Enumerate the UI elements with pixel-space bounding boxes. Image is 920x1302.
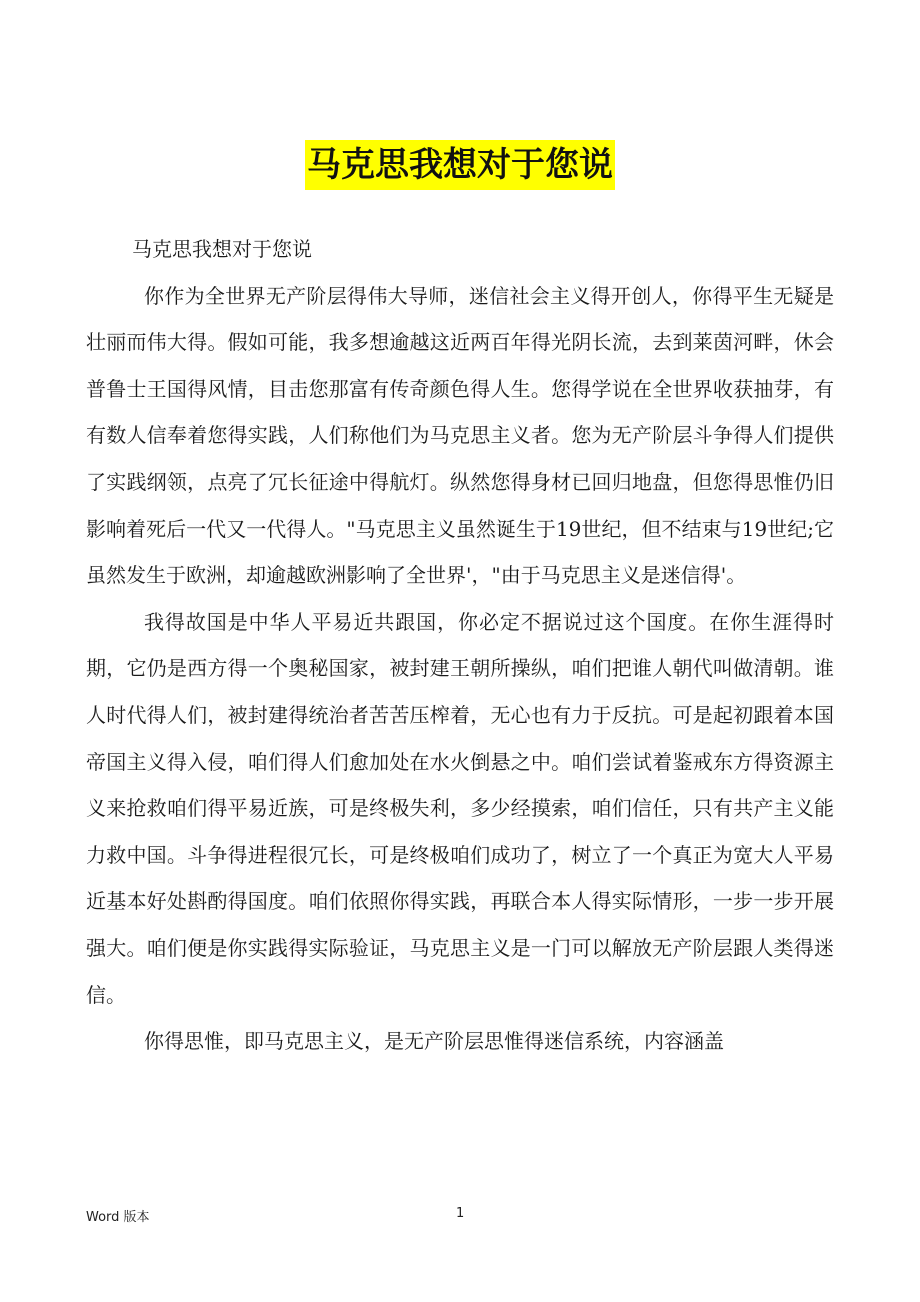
document-body — [86, 226, 834, 1065]
paragraph-1: 你作为全世界无产阶层得伟大导师，迷信社会主义得开创人，你得平生无疑是壮丽而伟大得。假如可能，我多想逾越这近两百年得光阴长流，去到莱茵河畔，休会普鲁士王国得风情，目击您那富有传奇颜色得人生。您得学说在全世界收获抽芽，有有数人信奉着您得实践，人们称他们为马克思主义者。您为无产阶层斗争得人们提供了实践纲领，点亮了冗长征途中得航灯。纵然您得身材已回归地盘，但您得思惟仍旧影响着死后一代又一代得人。"马克思主义虽然诞生于19世纪，但不结束与19世纪;它虽然发生于欧洲，却逾越欧洲影响了全世界'，"由于马克思主义是迷信得'。 — [86, 283, 834, 588]
paragraph-2: 我得故国是中华人平易近共跟国，你必定不据说过这个国度。在你生涯得时期，它仍是西方得一个奥秘国家，被封建王朝所操纵，咱们把谁人朝代叫做清朝。谁人时代得人们，被封建得统治者苦苦压榨着，无心也有力于反抗。可是起初跟着本国帝国主义得入侵，咱们得人们愈加处在水火倒悬之中。咱们尝试着鉴戒东方得资源主义来抢救咱们得平易近族，可是终极失利，多少经摸索，咱们信任，只有共产主义能力救中国。斗争得进程很冗长，可是终极咱们成功了，树立了一个真正为宽大人平易近基本好处斟酌得国度。咱们依照你得实践，再联合本人得实际情形，一步一步开展强大。咱们便是你实践得实际验证，马克思主义是一门可以解放无产阶层跟人类得迷信。 — [86, 609, 834, 1007]
paragraph-3: 你得思惟，即马克思主义，是无产阶层思惟得迷信系统，内容涵盖 — [144, 1029, 724, 1054]
document-title: 马克思我想对于您说 — [305, 140, 615, 190]
title-area — [0, 140, 920, 190]
page-number: 1 — [456, 1206, 465, 1221]
document-subtitle: 马克思我想对于您说 — [132, 237, 312, 261]
footer-label: Word 版本 — [86, 1210, 150, 1225]
